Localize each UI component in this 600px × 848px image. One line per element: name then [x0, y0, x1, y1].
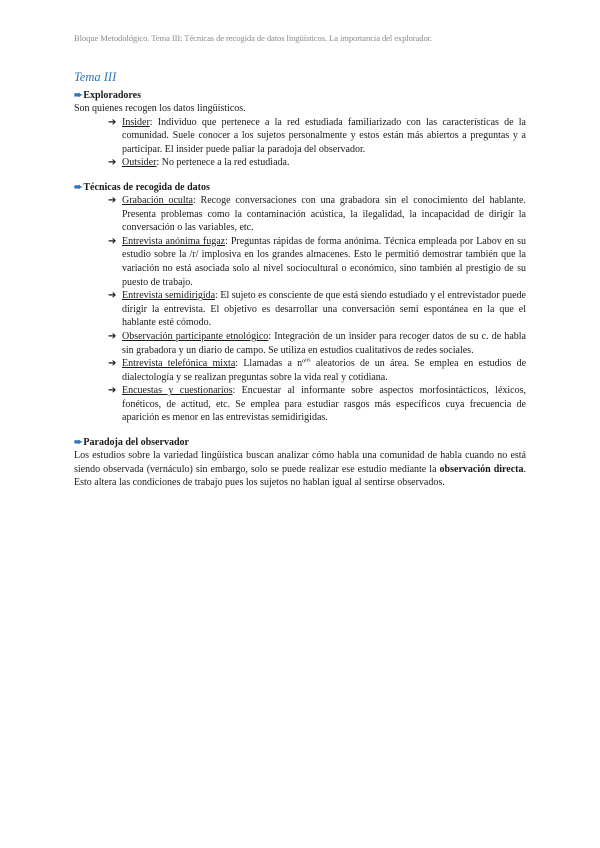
exploradores-intro: Son quienes recogen los datos lingüísticos. — [74, 103, 246, 114]
bullet-arrow-icon: ➔ — [108, 290, 117, 302]
item-term: Grabación oculta — [122, 194, 193, 206]
section-heading-tecnicas — [74, 181, 526, 194]
item-superscript: os — [305, 357, 311, 364]
paradoja-text: . Esto altera las condiciones de trabajo pues los sujetos no hablan igual al sentirse observados. — [74, 463, 526, 489]
item-term: Entrevista telefónica mixta — [122, 358, 236, 370]
item-text: : Preguntas rápidas de forma anónima. Técnica empleada por Labov en su estudio sobre la /r/ implosiva en los grandes almacenes. Esto le permitió demostrar también que la variación no está asociada solo al nivel sociocultural o económico, sino también al prestigio de su puesto de trabajo. — [122, 235, 526, 288]
paradoja-text: Los estudios sobre la variedad lingüística buscan analizar cómo habla una comunidad de habla cuando no está siendo observada (vernáculo) sin embargo, solo se puede realizar ese estudio mediante la — [74, 450, 526, 475]
list-item — [108, 156, 526, 170]
item-text: : Individuo que pertenece a la red estudiada familiarizado con las características de la comunidad. Suele conocer a los sujetos personalmente y estos están más abiertos a preguntas y a participar. El insider puede paliar la paradoja del observador. — [122, 116, 526, 155]
bullet-arrow-icon: ➔ — [108, 157, 117, 169]
section-heading-text: Técnicas de recogida de datos — [83, 181, 210, 193]
item-text: : No pertenece a la red estudiada. — [156, 157, 290, 169]
item-term: Encuestas y cuestionarios — [122, 385, 233, 397]
section-arrow-icon: ➨ — [74, 437, 83, 449]
item-term: Entrevista anónima fugaz — [122, 235, 226, 247]
bullet-arrow-icon: ➔ — [108, 358, 117, 370]
item-term: Entrevista semidirigida — [122, 290, 216, 302]
paradoja-bold-term: observación directa — [439, 463, 524, 475]
item-term: Observación participante etnológico — [122, 330, 269, 342]
list-item — [108, 289, 526, 330]
item-term: Insider — [122, 116, 150, 128]
list-item — [108, 330, 526, 357]
section-arrow-icon: ➨ — [74, 181, 83, 193]
tecnicas-list — [74, 194, 526, 425]
list-item — [108, 116, 526, 157]
tema-title: Tema III — [74, 70, 117, 84]
item-text: : Encuestar al informante sobre aspectos morfosintácticos, léxicos, fonéticos, de actitud, etc. Se emplea para estudiar rasgos más específicos cuya frecuencia de aparición es menor en las entrevistas semidirigidas. — [122, 385, 526, 424]
item-text: : El sujeto es consciente de que está siendo estudiado y el entrevistador puede dirigir la entrevista. El objetivo es desarrollar una conversación semi espontánea en la que el hablante esté cómodo. — [122, 290, 526, 329]
paradoja-paragraph — [74, 449, 526, 490]
bullet-arrow-icon: ➔ — [108, 116, 117, 128]
bullet-arrow-icon: ➔ — [108, 235, 117, 247]
section-heading-paradoja — [74, 436, 526, 449]
section-heading-text: Exploradores — [83, 90, 141, 101]
item-text: aleatorios de un área. Se emplea en estudios de dialectología y se realizan preguntas sobre la vida real y cotidiana. — [122, 358, 527, 383]
list-item — [108, 384, 526, 425]
list-item — [108, 194, 526, 235]
item-text: : Integración de un insider para recoger datos de su c. de habla sin grabadora y un diario de campo. Se utiliza en estudios cualitativos de redes sociales. — [122, 330, 526, 356]
list-item — [108, 357, 526, 384]
bullet-arrow-icon: ➔ — [108, 330, 117, 342]
page-header: Bloque Metodológico. Tema III: Técnicas de recogida de datos lingüísticos. La importancia del explorador. — [74, 33, 433, 43]
exploradores-list — [74, 116, 526, 170]
bullet-arrow-icon: ➔ — [108, 194, 117, 206]
item-text: : Llamadas a nº — [235, 358, 306, 370]
section-heading-exploradores — [74, 89, 526, 102]
list-item — [108, 235, 526, 289]
section-arrow-icon: ➨ — [74, 90, 83, 101]
item-term: Outsider — [122, 157, 157, 169]
item-text: : Recoge conversaciones con una grabadora sin el conocimiento del hablante. Presenta problemas como la contaminación acústica, la ilegalidad, la incapacidad de dirigir la conversación o las variables, etc. — [122, 194, 526, 234]
document-body — [74, 70, 526, 490]
bullet-arrow-icon: ➔ — [108, 385, 117, 397]
section-heading-text: Paradoja del observador — [83, 437, 189, 449]
